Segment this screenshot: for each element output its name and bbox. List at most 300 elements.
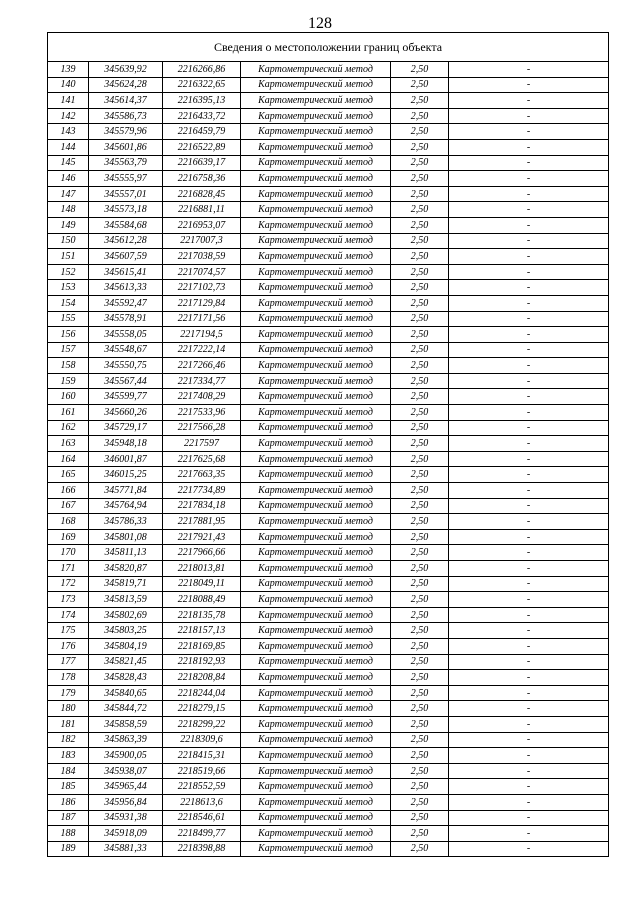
accuracy-cell: 2,50 — [391, 155, 449, 171]
y-coordinate-cell: 2217334,77 — [163, 373, 241, 389]
point-number-cell: 165 — [48, 467, 89, 483]
point-number-cell: 149 — [48, 217, 89, 233]
x-coordinate-cell: 345821,45 — [89, 654, 163, 670]
table-row — [48, 638, 609, 654]
method-cell: Картометрический метод — [241, 732, 391, 748]
description-cell: - — [449, 186, 609, 202]
x-coordinate-cell: 345579,96 — [89, 124, 163, 140]
method-cell: Картометрический метод — [241, 701, 391, 717]
table-row — [48, 467, 609, 483]
accuracy-cell: 2,50 — [391, 420, 449, 436]
x-coordinate-cell: 345863,39 — [89, 732, 163, 748]
x-coordinate-cell: 345804,19 — [89, 638, 163, 654]
y-coordinate-cell: 2217625,68 — [163, 451, 241, 467]
table-row — [48, 295, 609, 311]
accuracy-cell: 2,50 — [391, 295, 449, 311]
description-cell: - — [449, 358, 609, 374]
method-cell: Картометрический метод — [241, 529, 391, 545]
y-coordinate-cell: 2217921,43 — [163, 529, 241, 545]
description-cell: - — [449, 171, 609, 187]
description-cell: - — [449, 576, 609, 592]
x-coordinate-cell: 345615,41 — [89, 264, 163, 280]
accuracy-cell: 2,50 — [391, 561, 449, 577]
method-cell: Картометрический метод — [241, 607, 391, 623]
method-cell: Картометрический метод — [241, 670, 391, 686]
x-coordinate-cell: 345803,25 — [89, 623, 163, 639]
point-number-cell: 180 — [48, 701, 89, 717]
description-cell: - — [449, 638, 609, 654]
point-number-cell: 148 — [48, 202, 89, 218]
description-cell: - — [449, 514, 609, 530]
method-cell: Картометрический метод — [241, 592, 391, 608]
y-coordinate-cell: 2216758,36 — [163, 171, 241, 187]
y-coordinate-cell: 2218244,04 — [163, 685, 241, 701]
x-coordinate-cell: 345828,43 — [89, 670, 163, 686]
x-coordinate-cell: 345558,05 — [89, 327, 163, 343]
method-cell: Картометрический метод — [241, 467, 391, 483]
method-cell: Картометрический метод — [241, 202, 391, 218]
x-coordinate-cell: 345555,97 — [89, 171, 163, 187]
description-cell: - — [449, 732, 609, 748]
table-row — [48, 108, 609, 124]
y-coordinate-cell: 2217266,46 — [163, 358, 241, 374]
method-cell: Картометрический метод — [241, 561, 391, 577]
description-cell: - — [449, 545, 609, 561]
method-cell: Картометрический метод — [241, 295, 391, 311]
y-coordinate-cell: 2217408,29 — [163, 389, 241, 405]
method-cell: Картометрический метод — [241, 779, 391, 795]
accuracy-cell: 2,50 — [391, 264, 449, 280]
accuracy-cell: 2,50 — [391, 186, 449, 202]
description-cell: - — [449, 841, 609, 857]
accuracy-cell: 2,50 — [391, 77, 449, 93]
y-coordinate-cell: 2218415,31 — [163, 748, 241, 764]
description-cell: - — [449, 139, 609, 155]
accuracy-cell: 2,50 — [391, 467, 449, 483]
table-row — [48, 77, 609, 93]
accuracy-cell: 2,50 — [391, 139, 449, 155]
method-cell: Картометрический метод — [241, 420, 391, 436]
point-number-cell: 144 — [48, 139, 89, 155]
description-cell: - — [449, 701, 609, 717]
point-number-cell: 157 — [48, 342, 89, 358]
method-cell: Картометрический метод — [241, 62, 391, 78]
x-coordinate-cell: 345639,92 — [89, 62, 163, 78]
description-cell: - — [449, 685, 609, 701]
point-number-cell: 152 — [48, 264, 89, 280]
y-coordinate-cell: 2217734,89 — [163, 483, 241, 499]
y-coordinate-cell: 2217663,35 — [163, 467, 241, 483]
table-row — [48, 810, 609, 826]
point-number-cell: 151 — [48, 249, 89, 265]
x-coordinate-cell: 345607,59 — [89, 249, 163, 265]
accuracy-cell: 2,50 — [391, 358, 449, 374]
description-cell: - — [449, 233, 609, 249]
description-cell: - — [449, 623, 609, 639]
y-coordinate-cell: 2217966,66 — [163, 545, 241, 561]
description-cell: - — [449, 763, 609, 779]
method-cell: Картометрический метод — [241, 311, 391, 327]
point-number-cell: 166 — [48, 483, 89, 499]
point-number-cell: 140 — [48, 77, 89, 93]
x-coordinate-cell: 345557,01 — [89, 186, 163, 202]
point-number-cell: 141 — [48, 93, 89, 109]
point-number-cell: 184 — [48, 763, 89, 779]
accuracy-cell: 2,50 — [391, 685, 449, 701]
accuracy-cell: 2,50 — [391, 654, 449, 670]
point-number-cell: 145 — [48, 155, 89, 171]
point-number-cell: 185 — [48, 779, 89, 795]
accuracy-cell: 2,50 — [391, 670, 449, 686]
point-number-cell: 150 — [48, 233, 89, 249]
point-number-cell: 156 — [48, 327, 89, 343]
table-row — [48, 561, 609, 577]
table-row — [48, 716, 609, 732]
table-header-row — [48, 33, 609, 62]
point-number-cell: 174 — [48, 607, 89, 623]
point-number-cell: 172 — [48, 576, 89, 592]
accuracy-cell: 2,50 — [391, 716, 449, 732]
accuracy-cell: 2,50 — [391, 779, 449, 795]
table-row — [48, 186, 609, 202]
method-cell: Картометрический метод — [241, 342, 391, 358]
x-coordinate-cell: 345586,73 — [89, 108, 163, 124]
description-cell: - — [449, 280, 609, 296]
x-coordinate-cell: 345819,71 — [89, 576, 163, 592]
y-coordinate-cell: 2217007,3 — [163, 233, 241, 249]
description-cell: - — [449, 77, 609, 93]
point-number-cell: 158 — [48, 358, 89, 374]
description-cell: - — [449, 342, 609, 358]
accuracy-cell: 2,50 — [391, 373, 449, 389]
table-row — [48, 483, 609, 499]
table-row — [48, 794, 609, 810]
point-number-cell: 186 — [48, 794, 89, 810]
method-cell: Картометрический метод — [241, 171, 391, 187]
x-coordinate-cell: 345813,59 — [89, 592, 163, 608]
table-header: Сведения о местоположении границ объекта — [48, 33, 609, 62]
description-cell: - — [449, 249, 609, 265]
x-coordinate-cell: 345801,08 — [89, 529, 163, 545]
table-row — [48, 607, 609, 623]
table-row — [48, 436, 609, 452]
table-row — [48, 171, 609, 187]
point-number-cell: 167 — [48, 498, 89, 514]
accuracy-cell: 2,50 — [391, 732, 449, 748]
description-cell: - — [449, 451, 609, 467]
table-row — [48, 514, 609, 530]
point-number-cell: 154 — [48, 295, 89, 311]
description-cell: - — [449, 716, 609, 732]
description-cell: - — [449, 389, 609, 405]
y-coordinate-cell: 2216828,45 — [163, 186, 241, 202]
point-number-cell: 159 — [48, 373, 89, 389]
accuracy-cell: 2,50 — [391, 233, 449, 249]
y-coordinate-cell: 2218013,81 — [163, 561, 241, 577]
description-cell: - — [449, 498, 609, 514]
accuracy-cell: 2,50 — [391, 638, 449, 654]
accuracy-cell: 2,50 — [391, 763, 449, 779]
table-row — [48, 763, 609, 779]
point-number-cell: 170 — [48, 545, 89, 561]
table-row — [48, 451, 609, 467]
description-cell: - — [449, 483, 609, 499]
y-coordinate-cell: 2216881,11 — [163, 202, 241, 218]
method-cell: Картометрический метод — [241, 716, 391, 732]
description-cell: - — [449, 124, 609, 140]
y-coordinate-cell: 2218613,6 — [163, 794, 241, 810]
point-number-cell: 168 — [48, 514, 89, 530]
y-coordinate-cell: 2217171,56 — [163, 311, 241, 327]
x-coordinate-cell: 345729,17 — [89, 420, 163, 436]
x-coordinate-cell: 345881,33 — [89, 841, 163, 857]
table-row — [48, 358, 609, 374]
x-coordinate-cell: 345592,47 — [89, 295, 163, 311]
accuracy-cell: 2,50 — [391, 389, 449, 405]
y-coordinate-cell: 2216522,89 — [163, 139, 241, 155]
table-row — [48, 389, 609, 405]
method-cell: Картометрический метод — [241, 654, 391, 670]
accuracy-cell: 2,50 — [391, 311, 449, 327]
accuracy-cell: 2,50 — [391, 451, 449, 467]
accuracy-cell: 2,50 — [391, 545, 449, 561]
accuracy-cell: 2,50 — [391, 249, 449, 265]
description-cell: - — [449, 592, 609, 608]
point-number-cell: 143 — [48, 124, 89, 140]
description-cell: - — [449, 561, 609, 577]
method-cell: Картометрический метод — [241, 810, 391, 826]
x-coordinate-cell: 345624,28 — [89, 77, 163, 93]
point-number-cell: 176 — [48, 638, 89, 654]
y-coordinate-cell: 2218088,49 — [163, 592, 241, 608]
point-number-cell: 171 — [48, 561, 89, 577]
table-row — [48, 685, 609, 701]
accuracy-cell: 2,50 — [391, 342, 449, 358]
table-row — [48, 420, 609, 436]
description-cell: - — [449, 748, 609, 764]
method-cell: Картометрический метод — [241, 186, 391, 202]
method-cell: Картометрический метод — [241, 623, 391, 639]
description-cell: - — [449, 373, 609, 389]
y-coordinate-cell: 2218135,78 — [163, 607, 241, 623]
y-coordinate-cell: 2218299,22 — [163, 716, 241, 732]
point-number-cell: 169 — [48, 529, 89, 545]
table-row — [48, 701, 609, 717]
x-coordinate-cell: 345599,77 — [89, 389, 163, 405]
x-coordinate-cell: 345563,79 — [89, 155, 163, 171]
method-cell: Картометрический метод — [241, 483, 391, 499]
y-coordinate-cell: 2217074,57 — [163, 264, 241, 280]
point-number-cell: 187 — [48, 810, 89, 826]
x-coordinate-cell: 345764,94 — [89, 498, 163, 514]
accuracy-cell: 2,50 — [391, 623, 449, 639]
accuracy-cell: 2,50 — [391, 93, 449, 109]
y-coordinate-cell: 2218552,59 — [163, 779, 241, 795]
table-row — [48, 155, 609, 171]
point-number-cell: 173 — [48, 592, 89, 608]
description-cell: - — [449, 217, 609, 233]
y-coordinate-cell: 2218169,85 — [163, 638, 241, 654]
method-cell: Картометрический метод — [241, 545, 391, 561]
x-coordinate-cell: 345840,65 — [89, 685, 163, 701]
table-row — [48, 217, 609, 233]
method-cell: Картометрический метод — [241, 794, 391, 810]
x-coordinate-cell: 346001,87 — [89, 451, 163, 467]
accuracy-cell: 2,50 — [391, 217, 449, 233]
table-row — [48, 545, 609, 561]
x-coordinate-cell: 345612,28 — [89, 233, 163, 249]
x-coordinate-cell: 345956,84 — [89, 794, 163, 810]
y-coordinate-cell: 2216953,07 — [163, 217, 241, 233]
table-row — [48, 139, 609, 155]
accuracy-cell: 2,50 — [391, 810, 449, 826]
point-number-cell: 182 — [48, 732, 89, 748]
point-number-cell: 139 — [48, 62, 89, 78]
description-cell: - — [449, 670, 609, 686]
table-row — [48, 826, 609, 842]
point-number-cell: 164 — [48, 451, 89, 467]
table-row — [48, 124, 609, 140]
accuracy-cell: 2,50 — [391, 498, 449, 514]
y-coordinate-cell: 2218208,84 — [163, 670, 241, 686]
method-cell: Картометрический метод — [241, 638, 391, 654]
accuracy-cell: 2,50 — [391, 607, 449, 623]
method-cell: Картометрический метод — [241, 77, 391, 93]
y-coordinate-cell: 2218192,93 — [163, 654, 241, 670]
x-coordinate-cell: 345601,86 — [89, 139, 163, 155]
table-row — [48, 327, 609, 343]
y-coordinate-cell: 2217222,14 — [163, 342, 241, 358]
table-row — [48, 748, 609, 764]
table-row — [48, 841, 609, 857]
table-row — [48, 373, 609, 389]
description-cell: - — [449, 405, 609, 421]
description-cell: - — [449, 607, 609, 623]
y-coordinate-cell: 2218279,15 — [163, 701, 241, 717]
table-row — [48, 264, 609, 280]
accuracy-cell: 2,50 — [391, 436, 449, 452]
point-number-cell: 183 — [48, 748, 89, 764]
x-coordinate-cell: 345948,18 — [89, 436, 163, 452]
method-cell: Картометрический метод — [241, 514, 391, 530]
method-cell: Картометрический метод — [241, 93, 391, 109]
method-cell: Картометрический метод — [241, 233, 391, 249]
y-coordinate-cell: 2216639,17 — [163, 155, 241, 171]
y-coordinate-cell: 2218499,77 — [163, 826, 241, 842]
description-cell: - — [449, 108, 609, 124]
method-cell: Картометрический метод — [241, 451, 391, 467]
accuracy-cell: 2,50 — [391, 592, 449, 608]
accuracy-cell: 2,50 — [391, 171, 449, 187]
y-coordinate-cell: 2218157,13 — [163, 623, 241, 639]
x-coordinate-cell: 345567,44 — [89, 373, 163, 389]
accuracy-cell: 2,50 — [391, 529, 449, 545]
method-cell: Картометрический метод — [241, 373, 391, 389]
method-cell: Картометрический метод — [241, 280, 391, 296]
x-coordinate-cell: 345802,69 — [89, 607, 163, 623]
x-coordinate-cell: 345614,37 — [89, 93, 163, 109]
point-number-cell: 161 — [48, 405, 89, 421]
y-coordinate-cell: 2216395,13 — [163, 93, 241, 109]
method-cell: Картометрический метод — [241, 155, 391, 171]
point-number-cell: 175 — [48, 623, 89, 639]
method-cell: Картометрический метод — [241, 264, 391, 280]
x-coordinate-cell: 345548,67 — [89, 342, 163, 358]
x-coordinate-cell: 345584,68 — [89, 217, 163, 233]
x-coordinate-cell: 345811,13 — [89, 545, 163, 561]
table-row — [48, 529, 609, 545]
table-row — [48, 576, 609, 592]
table-row — [48, 202, 609, 218]
method-cell: Картометрический метод — [241, 124, 391, 140]
table-row — [48, 654, 609, 670]
y-coordinate-cell: 2217834,18 — [163, 498, 241, 514]
point-number-cell: 155 — [48, 311, 89, 327]
table-row — [48, 311, 609, 327]
table-row — [48, 623, 609, 639]
method-cell: Картометрический метод — [241, 841, 391, 857]
y-coordinate-cell: 2218398,88 — [163, 841, 241, 857]
accuracy-cell: 2,50 — [391, 794, 449, 810]
x-coordinate-cell: 345550,75 — [89, 358, 163, 374]
accuracy-cell: 2,50 — [391, 576, 449, 592]
x-coordinate-cell: 345613,33 — [89, 280, 163, 296]
point-number-cell: 178 — [48, 670, 89, 686]
y-coordinate-cell: 2217597 — [163, 436, 241, 452]
accuracy-cell: 2,50 — [391, 202, 449, 218]
table-row — [48, 93, 609, 109]
y-coordinate-cell: 2218546,61 — [163, 810, 241, 826]
y-coordinate-cell: 2216322,65 — [163, 77, 241, 93]
y-coordinate-cell: 2216459,79 — [163, 124, 241, 140]
y-coordinate-cell: 2218049,11 — [163, 576, 241, 592]
x-coordinate-cell: 345858,59 — [89, 716, 163, 732]
description-cell: - — [449, 202, 609, 218]
point-number-cell: 188 — [48, 826, 89, 842]
description-cell: - — [449, 93, 609, 109]
y-coordinate-cell: 2217102,73 — [163, 280, 241, 296]
accuracy-cell: 2,50 — [391, 841, 449, 857]
boundary-coordinates-table — [47, 32, 609, 857]
method-cell: Картометрический метод — [241, 217, 391, 233]
accuracy-cell: 2,50 — [391, 405, 449, 421]
method-cell: Картометрический метод — [241, 826, 391, 842]
description-cell: - — [449, 467, 609, 483]
description-cell: - — [449, 779, 609, 795]
x-coordinate-cell: 345900,05 — [89, 748, 163, 764]
y-coordinate-cell: 2217038,59 — [163, 249, 241, 265]
point-number-cell: 153 — [48, 280, 89, 296]
point-number-cell: 142 — [48, 108, 89, 124]
point-number-cell: 147 — [48, 186, 89, 202]
table-row — [48, 62, 609, 78]
accuracy-cell: 2,50 — [391, 701, 449, 717]
table-row — [48, 280, 609, 296]
method-cell: Картометрический метод — [241, 576, 391, 592]
page-number: 128 — [308, 15, 332, 32]
accuracy-cell: 2,50 — [391, 483, 449, 499]
description-cell: - — [449, 810, 609, 826]
point-number-cell: 146 — [48, 171, 89, 187]
y-coordinate-cell: 2217129,84 — [163, 295, 241, 311]
accuracy-cell: 2,50 — [391, 748, 449, 764]
x-coordinate-cell: 345938,07 — [89, 763, 163, 779]
description-cell: - — [449, 826, 609, 842]
description-cell: - — [449, 295, 609, 311]
x-coordinate-cell: 345918,09 — [89, 826, 163, 842]
point-number-cell: 163 — [48, 436, 89, 452]
accuracy-cell: 2,50 — [391, 108, 449, 124]
